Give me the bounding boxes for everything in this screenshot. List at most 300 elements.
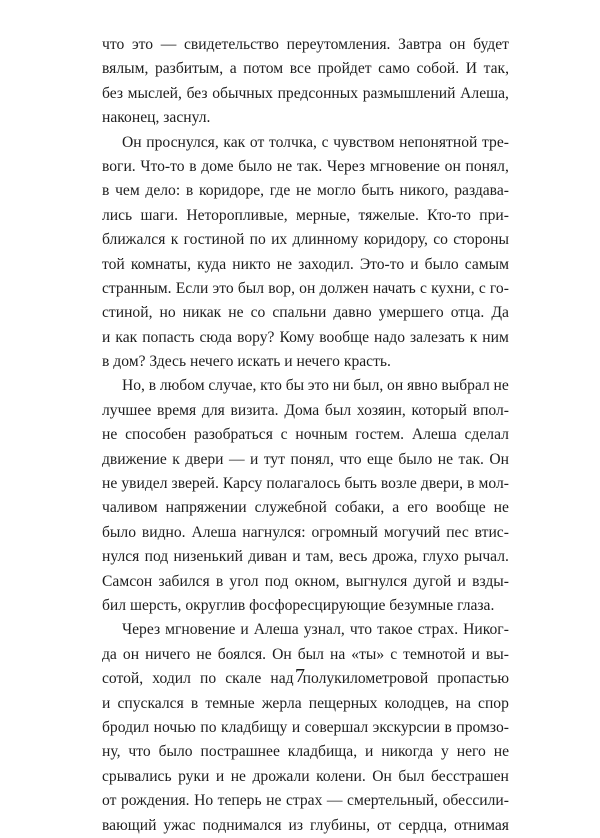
word: отнимая bbox=[453, 816, 509, 834]
word: попасть bbox=[142, 328, 195, 346]
word: Алеша bbox=[411, 426, 457, 444]
text-line bbox=[102, 301, 509, 325]
text-line bbox=[102, 618, 509, 642]
word: не bbox=[228, 304, 244, 322]
text-line bbox=[102, 131, 509, 155]
word: без bbox=[186, 84, 208, 102]
word: раздава- bbox=[454, 182, 509, 200]
text-line bbox=[102, 521, 509, 545]
word: в bbox=[467, 475, 475, 493]
word: понял, bbox=[465, 157, 509, 175]
word: что bbox=[339, 450, 362, 468]
word: со bbox=[250, 304, 266, 322]
word: чаливом bbox=[102, 499, 158, 517]
text-line bbox=[102, 814, 509, 838]
word: угол bbox=[229, 572, 259, 590]
word: проснулся, bbox=[146, 133, 219, 151]
word: служебной bbox=[254, 499, 327, 517]
word: полагалось bbox=[266, 475, 341, 493]
word: обессили- bbox=[442, 792, 509, 810]
word: собой. bbox=[416, 60, 460, 78]
word: пройдет bbox=[317, 60, 372, 78]
text-line bbox=[102, 277, 509, 301]
word: стороны bbox=[453, 231, 509, 249]
word: чувством bbox=[333, 133, 395, 151]
word: вы- bbox=[485, 645, 509, 663]
word: гостиной bbox=[183, 231, 245, 249]
body-text bbox=[102, 33, 509, 838]
word: из bbox=[288, 816, 304, 834]
word: пещерных bbox=[308, 694, 378, 712]
word: куда bbox=[197, 255, 227, 273]
word: комнаты, bbox=[130, 255, 192, 273]
word: время bbox=[157, 401, 197, 419]
word: двери, bbox=[420, 475, 464, 493]
word: спускался bbox=[117, 694, 184, 712]
text-line bbox=[102, 33, 509, 57]
text-line bbox=[102, 399, 509, 423]
text-line bbox=[102, 716, 509, 740]
word: отца. bbox=[450, 304, 485, 322]
word: вялым, bbox=[102, 60, 149, 78]
word: воги. bbox=[102, 157, 136, 175]
word: ни bbox=[332, 377, 350, 395]
word: толчка, bbox=[268, 133, 317, 151]
word: да bbox=[102, 645, 117, 663]
word: под bbox=[144, 548, 169, 566]
word: к bbox=[469, 328, 478, 346]
word: это bbox=[131, 36, 154, 53]
word: был bbox=[324, 401, 352, 419]
word: был bbox=[237, 279, 265, 297]
word: он bbox=[122, 645, 140, 663]
word: в bbox=[185, 182, 194, 200]
word: заходил. bbox=[298, 255, 354, 273]
word: не bbox=[230, 767, 246, 785]
word: темнотой bbox=[403, 645, 466, 663]
word: и bbox=[457, 572, 466, 590]
text-line bbox=[102, 374, 509, 398]
word: и bbox=[471, 645, 480, 663]
word: его bbox=[407, 499, 428, 517]
word: не bbox=[102, 475, 118, 493]
word: Дома bbox=[284, 401, 320, 419]
word: хозяин, bbox=[356, 401, 406, 419]
text-line bbox=[102, 570, 509, 594]
text-line bbox=[102, 545, 509, 569]
word: их bbox=[271, 231, 288, 249]
word: залезать bbox=[410, 328, 465, 346]
paragraph bbox=[102, 374, 509, 618]
word: длинному bbox=[292, 231, 359, 249]
word: никого, bbox=[399, 182, 449, 200]
word: страх bbox=[285, 792, 323, 810]
word: такое bbox=[377, 621, 413, 639]
word: все bbox=[289, 60, 312, 78]
word: колодцев, bbox=[384, 694, 449, 712]
word: не bbox=[266, 792, 282, 810]
text-line bbox=[102, 643, 509, 667]
text-line bbox=[102, 228, 509, 252]
word: любом bbox=[159, 377, 205, 395]
word: и bbox=[215, 767, 225, 785]
word: обычных bbox=[212, 84, 273, 102]
text-line bbox=[102, 179, 509, 203]
word: было bbox=[158, 743, 193, 761]
word: бы bbox=[285, 377, 305, 395]
word: мерные, bbox=[295, 206, 351, 224]
word: что bbox=[102, 36, 125, 53]
word: от bbox=[249, 133, 265, 151]
word: Алеша bbox=[191, 523, 237, 541]
word: Алеша bbox=[253, 621, 299, 639]
word: при- bbox=[479, 206, 509, 224]
word: под bbox=[264, 572, 289, 590]
text-line bbox=[102, 423, 509, 447]
word: он bbox=[299, 279, 316, 297]
word: явно bbox=[406, 377, 438, 395]
text-line bbox=[102, 472, 509, 496]
word: предсонных bbox=[277, 84, 359, 102]
word: с bbox=[321, 133, 329, 151]
word: к bbox=[172, 450, 180, 468]
word: пропастью bbox=[437, 670, 509, 688]
word: Через bbox=[326, 157, 366, 175]
word: окном, bbox=[294, 572, 340, 590]
word: темные bbox=[205, 694, 255, 712]
word: был, bbox=[353, 377, 384, 395]
word: по bbox=[249, 231, 266, 249]
text-line bbox=[102, 692, 509, 716]
word: потом bbox=[243, 60, 284, 78]
word: над bbox=[270, 670, 294, 688]
word: там, bbox=[305, 548, 334, 566]
word: само bbox=[378, 60, 410, 78]
word: был bbox=[398, 767, 425, 785]
word: не bbox=[102, 426, 118, 444]
paragraph bbox=[102, 618, 509, 838]
word: Это-то bbox=[359, 255, 405, 273]
word: который bbox=[411, 401, 467, 419]
text-line bbox=[102, 57, 509, 81]
word: Он bbox=[489, 450, 509, 468]
word: увидел bbox=[121, 475, 168, 493]
word: и bbox=[365, 743, 374, 761]
word: как bbox=[223, 133, 246, 151]
word: с bbox=[478, 279, 486, 297]
word: Завтра bbox=[398, 36, 442, 53]
word: с bbox=[419, 279, 427, 297]
word: на bbox=[329, 645, 346, 663]
text-line bbox=[102, 448, 509, 472]
word: вору? bbox=[237, 328, 275, 346]
word: дрожа, bbox=[372, 548, 418, 566]
word: было bbox=[102, 523, 136, 541]
word: колени. bbox=[316, 767, 366, 785]
word: Через bbox=[122, 621, 161, 639]
word: полукилометровой bbox=[302, 670, 429, 688]
word: сотой, bbox=[102, 670, 144, 688]
word: коридору, bbox=[363, 231, 428, 249]
word: и bbox=[240, 621, 249, 639]
word: мыслей, bbox=[127, 84, 182, 102]
word: с bbox=[390, 645, 398, 663]
word: так. bbox=[296, 157, 323, 175]
word: по bbox=[200, 718, 217, 736]
word: но bbox=[159, 304, 176, 322]
word: выгнулся bbox=[345, 572, 408, 590]
word: ужас bbox=[163, 816, 196, 834]
word: ходил bbox=[152, 670, 191, 688]
word: никто bbox=[232, 255, 271, 273]
word: в bbox=[102, 182, 110, 200]
word: дрожали bbox=[252, 767, 310, 785]
word: огромный bbox=[311, 523, 379, 541]
word: он bbox=[449, 36, 466, 53]
word: и bbox=[410, 255, 419, 273]
text-line bbox=[102, 253, 509, 277]
word: Но, bbox=[122, 377, 145, 395]
word: страх. bbox=[417, 621, 459, 639]
word: разбитым, bbox=[154, 60, 224, 78]
text-line bbox=[102, 204, 509, 228]
text-line: в дом? Здесь нечего искать и нечего красть. bbox=[102, 353, 391, 371]
text-line bbox=[102, 765, 509, 789]
word: случае, bbox=[208, 377, 257, 395]
word: самым bbox=[464, 255, 509, 273]
word: выбрал bbox=[441, 377, 490, 395]
word: втис- bbox=[474, 523, 509, 541]
word: никак bbox=[182, 304, 222, 322]
word: нулся bbox=[102, 548, 140, 566]
word: гостем. bbox=[355, 426, 405, 444]
word: шаги. bbox=[140, 206, 179, 224]
word: ним bbox=[482, 328, 509, 346]
word: он bbox=[444, 157, 461, 175]
word: взды- bbox=[472, 572, 509, 590]
word: Кому bbox=[279, 328, 315, 346]
word: возле bbox=[380, 475, 417, 493]
paragraph bbox=[102, 33, 509, 131]
word: сердца, bbox=[398, 816, 448, 834]
word: разобраться bbox=[194, 426, 273, 444]
word: со bbox=[433, 231, 448, 249]
word: свидетельство bbox=[184, 36, 279, 53]
word: собаки, bbox=[334, 499, 385, 517]
word: диван bbox=[248, 548, 287, 566]
word: Что-то bbox=[140, 157, 185, 175]
word: Кто-то bbox=[427, 206, 471, 224]
word: тут bbox=[263, 450, 286, 468]
word: вающий bbox=[102, 816, 157, 834]
text-line bbox=[102, 740, 509, 764]
text-line: наконец, заснул. bbox=[102, 109, 211, 127]
word: промзо- bbox=[456, 718, 509, 736]
word: чем bbox=[115, 182, 140, 200]
word: теперь bbox=[217, 792, 262, 810]
word: бесстрашен bbox=[431, 767, 509, 785]
word: бродил bbox=[102, 718, 150, 736]
word: скале bbox=[225, 670, 262, 688]
text-line bbox=[102, 496, 509, 520]
word: а bbox=[229, 60, 237, 78]
word: это bbox=[307, 377, 329, 395]
word: и bbox=[102, 694, 111, 712]
word: в bbox=[215, 572, 224, 590]
word: еще bbox=[367, 450, 393, 468]
word: Никог- bbox=[463, 621, 509, 639]
word: кто bbox=[260, 377, 282, 395]
word: мгновение bbox=[369, 157, 440, 175]
word: лучшее bbox=[102, 401, 152, 419]
word: сделал bbox=[464, 426, 509, 444]
word: не bbox=[276, 157, 293, 175]
word: он bbox=[387, 377, 404, 395]
text-line bbox=[102, 155, 509, 179]
word: Неторопливые, bbox=[186, 206, 288, 224]
word: тре- bbox=[482, 133, 509, 151]
word: Алеша, bbox=[460, 84, 509, 102]
text-line bbox=[102, 789, 509, 813]
word: это bbox=[212, 279, 234, 297]
word: стиной, bbox=[102, 304, 153, 322]
word: И bbox=[465, 60, 477, 78]
word: нагнулся: bbox=[242, 523, 306, 541]
word: пес bbox=[446, 523, 469, 541]
word: способен bbox=[125, 426, 187, 444]
word: не bbox=[493, 377, 509, 395]
word: без bbox=[102, 84, 123, 102]
word: пострашнее bbox=[200, 743, 280, 761]
text-line bbox=[102, 326, 509, 350]
word: размышлений bbox=[362, 84, 456, 102]
word: узнал, bbox=[303, 621, 345, 639]
word: Он bbox=[122, 133, 142, 151]
word: видно. bbox=[141, 523, 186, 541]
word: впол- bbox=[472, 401, 509, 419]
word: и bbox=[291, 718, 301, 736]
word: глухо bbox=[422, 548, 459, 566]
word: в bbox=[444, 718, 452, 736]
word: и bbox=[250, 450, 259, 468]
word: кладбища, bbox=[287, 743, 358, 761]
word: так, bbox=[483, 60, 509, 78]
paragraph bbox=[102, 131, 509, 375]
word: непонятной bbox=[399, 133, 478, 151]
word: в bbox=[148, 377, 157, 395]
word: не bbox=[493, 499, 509, 517]
word: на bbox=[455, 694, 471, 712]
word: двери bbox=[185, 450, 224, 468]
word: рождения. bbox=[120, 792, 190, 810]
word: низенький bbox=[173, 548, 243, 566]
word: поднимался bbox=[202, 816, 282, 834]
word: глубины, bbox=[310, 816, 370, 834]
word: что bbox=[128, 743, 151, 761]
word: а bbox=[392, 499, 400, 517]
word: ночным bbox=[295, 426, 348, 444]
word: Карсу bbox=[222, 475, 263, 493]
page-number: 7 bbox=[295, 665, 305, 687]
word: с bbox=[280, 426, 288, 444]
word: понял, bbox=[290, 450, 334, 468]
word: боялся. bbox=[217, 645, 267, 663]
word: сюда bbox=[199, 328, 233, 346]
word: забился bbox=[158, 572, 210, 590]
word: умершего bbox=[378, 304, 444, 322]
word: от bbox=[376, 816, 392, 834]
word: было bbox=[424, 255, 459, 273]
word: и bbox=[292, 548, 301, 566]
word: вор, bbox=[268, 279, 295, 297]
word: ну, bbox=[102, 743, 121, 761]
word: зверей. bbox=[171, 475, 219, 493]
word: быть bbox=[344, 475, 377, 493]
word: доме bbox=[201, 157, 234, 175]
word: — bbox=[160, 36, 177, 53]
word: будет bbox=[473, 36, 509, 53]
word: от bbox=[102, 792, 117, 810]
word: визита. bbox=[230, 401, 279, 419]
word: надо bbox=[374, 328, 405, 346]
word: коридоре, bbox=[198, 182, 265, 200]
word: начать bbox=[372, 279, 416, 297]
word: никогда bbox=[381, 743, 434, 761]
word: для bbox=[201, 401, 225, 419]
word: ничего bbox=[145, 645, 191, 663]
word: напряжении bbox=[165, 499, 247, 517]
word: было bbox=[238, 157, 273, 175]
word: Он bbox=[372, 767, 392, 785]
word: не bbox=[493, 743, 509, 761]
word: у bbox=[441, 743, 449, 761]
word: не bbox=[437, 450, 454, 468]
word: весь bbox=[338, 548, 368, 566]
word: него bbox=[456, 743, 486, 761]
word: срывались bbox=[102, 767, 172, 785]
word: тяжелые. bbox=[358, 206, 419, 224]
word: где bbox=[269, 182, 291, 200]
word: движение bbox=[102, 450, 167, 468]
word: руки bbox=[178, 767, 210, 785]
word: в bbox=[190, 694, 199, 712]
word: по bbox=[199, 670, 217, 688]
word: го- bbox=[489, 279, 509, 297]
word: той bbox=[102, 255, 125, 273]
word: кухни, bbox=[431, 279, 475, 297]
word: было bbox=[398, 450, 433, 468]
word: лись bbox=[102, 206, 133, 224]
word: Но bbox=[194, 792, 214, 810]
word: как bbox=[115, 328, 138, 346]
word: «ты» bbox=[351, 645, 385, 663]
word: дугой bbox=[413, 572, 452, 590]
word: переутомления. bbox=[286, 36, 391, 53]
word: ночью bbox=[153, 718, 196, 736]
word: и bbox=[102, 328, 111, 346]
word: рычал. bbox=[464, 548, 509, 566]
word: мол- bbox=[478, 475, 509, 493]
word: странным. bbox=[102, 279, 172, 297]
word: так. bbox=[458, 450, 484, 468]
word: должен bbox=[319, 279, 369, 297]
word: спор bbox=[478, 694, 509, 712]
word: смертельный, bbox=[347, 792, 439, 810]
word: не bbox=[276, 255, 293, 273]
word: жерла bbox=[261, 694, 302, 712]
word: не bbox=[295, 182, 312, 200]
word: ближался bbox=[102, 231, 166, 249]
